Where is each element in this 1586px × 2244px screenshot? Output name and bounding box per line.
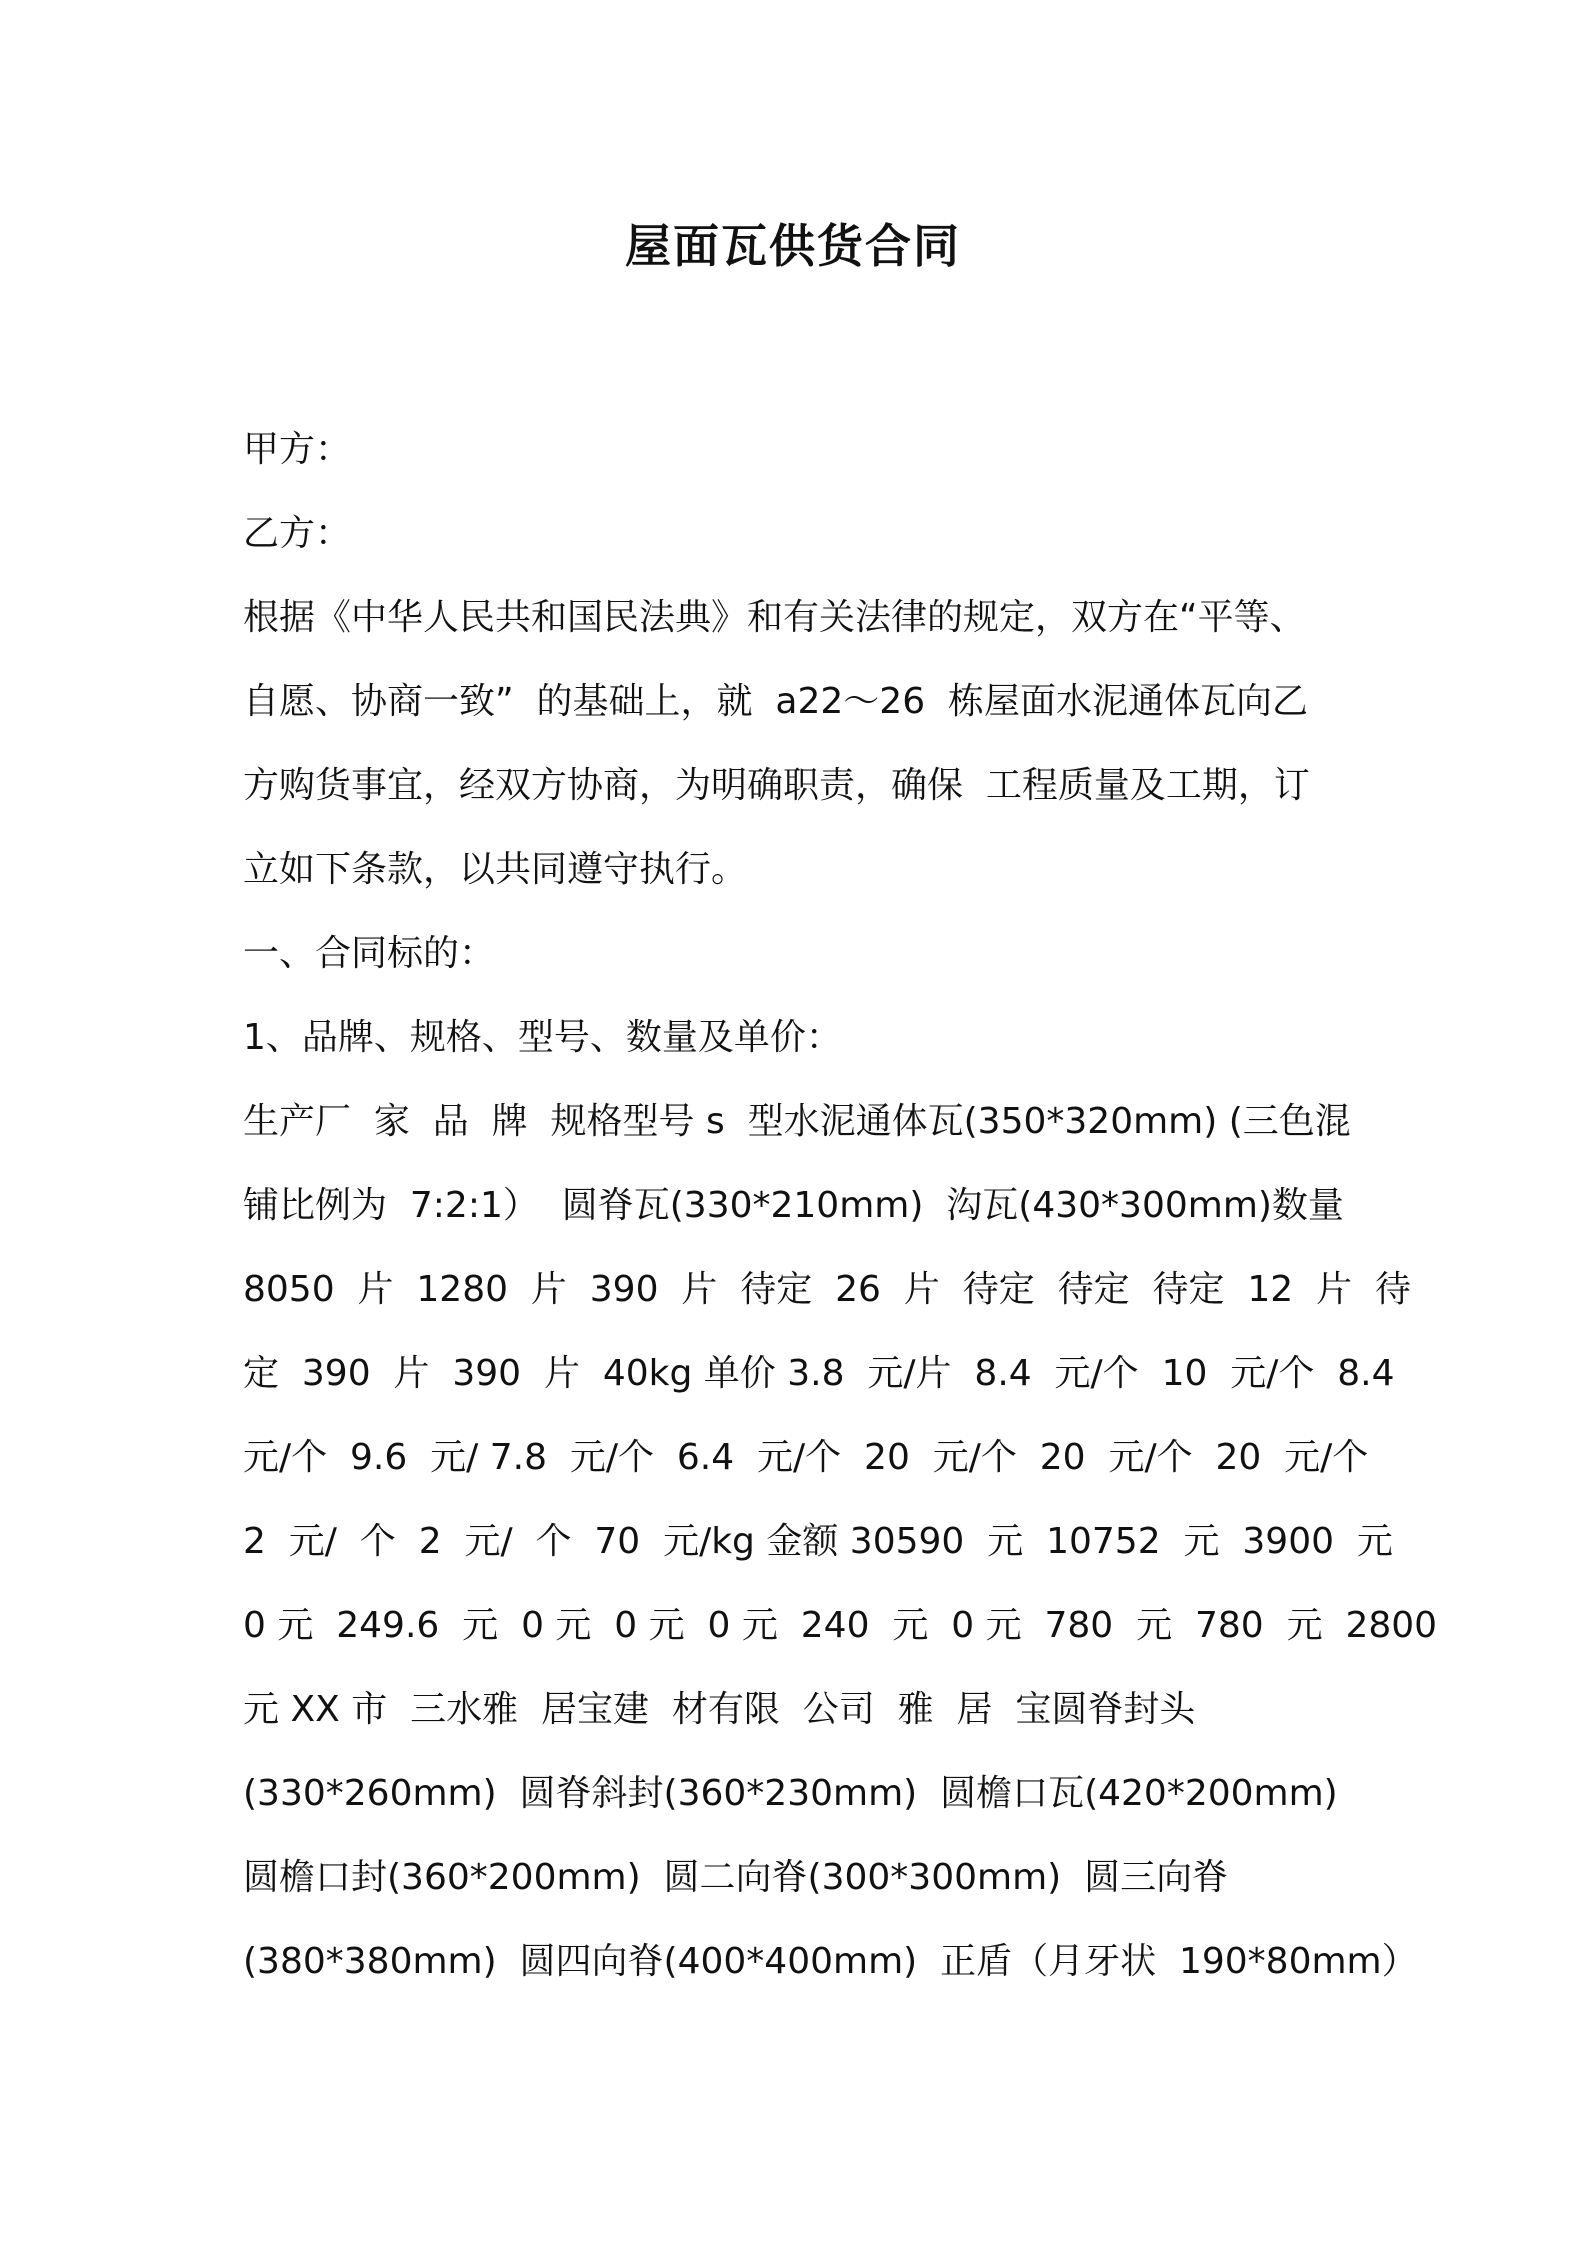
paragraph-line: 生产厂 家 品 牌 规格型号 s 型水泥通体瓦(350*320mm) (三色混 [243,1101,1351,1142]
paragraph-line: 8050 片 1280 片 390 片 待定 26 片 待定 待定 待定 12 片 待 [243,1269,1411,1310]
party-a-line: 甲方： [243,429,352,470]
paragraph-line: 元 XX 市 三水雅 居宝建 材有限 公司 雅 居 宝圆脊封头 [243,1689,1196,1730]
paragraph-line: 圆檐口封(360*200mm) 圆二向脊(300*300mm) 圆三向脊 [243,1857,1229,1898]
party-b-line: 乙方： [243,513,352,554]
paragraph-line: 2 元/ 个 2 元/ 个 70 元/kg 金额 30590 元 10752 元 3900 元 [243,1521,1393,1562]
paragraph-line: (380*380mm) 圆四向脊(400*400mm) 正盾（月牙状 190*80mm） [243,1941,1418,1982]
paragraph-line: 铺比例为 7:2:1） 圆脊瓦(330*210mm) 沟瓦(430*300mm)数量 [243,1185,1344,1226]
paragraph-line: 自愿、协商一致” 的基础上，就 a22～26 栋屋面水泥通体瓦向乙 [243,681,1308,722]
paragraph-line: (330*260mm) 圆脊斜封(360*230mm) 圆檐口瓦(420*200mm) [243,1773,1338,1814]
document-body [243,408,1438,2004]
paragraph-line: 根据《中华人民共和国民法典》和有关法律的规定，双方在“平等、 [243,597,1306,638]
paragraph-line: 0 元 249.6 元 0 元 0 元 0 元 240 元 0 元 780 元 780 元 2800 [243,1605,1438,1646]
paragraph-line: 立如下条款，以共同遵守执行。 [243,849,748,890]
paragraph-line: 元/个 9.6 元/ 7.8 元/个 6.4 元/个 20 元/个 20 元/个 20 元/个 [243,1437,1369,1478]
subsection-heading: 1、品牌、规格、型号、数量及单价： [243,1017,842,1058]
section-heading: 一、合同标的： [243,933,496,974]
paragraph-line: 定 390 片 390 片 40kg 单价 3.8 元/片 8.4 元/个 10 元/个 8.4 [243,1353,1395,1394]
paragraph-line: 方购货事宜，经双方协商，为明确职责，确保 工程质量及工期，订 [243,765,1310,806]
document-title: 屋面瓦供货合同 [625,219,961,273]
